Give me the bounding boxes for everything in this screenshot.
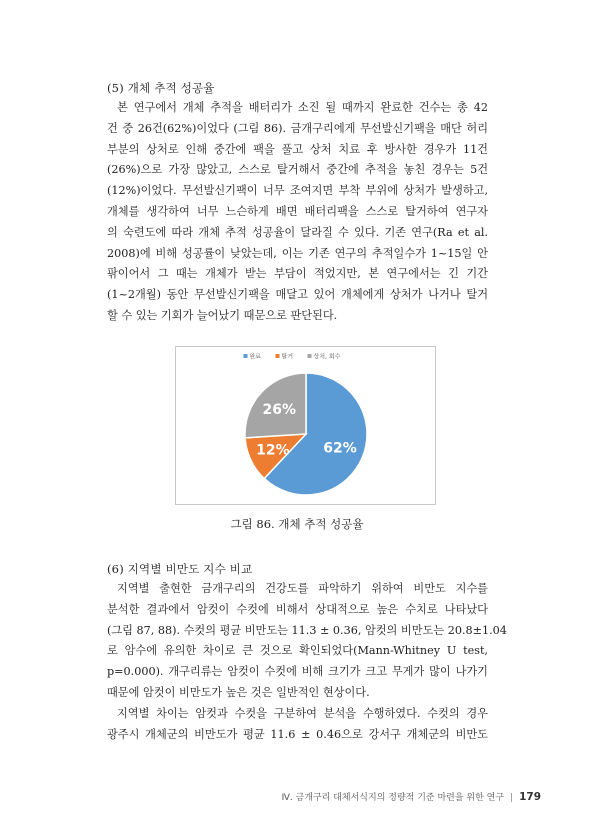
paragraph-line: 개체를 생각하여 너무 느슨하게 배면 배터리팩을 스스로 탈거하여 연구자 [107,204,488,218]
paragraph-line: (12%)이었다. 무선발신기팩이 너무 조여지면 부착 부위에 상처가 발생하고, [107,184,488,198]
pie-data-label: 12% [256,442,290,459]
paragraph-line: 때문에 암컷이 비만도가 높은 것은 일반적인 현상이다. [107,685,370,699]
figure-caption: 그림 86. 개체 추적 성공율 [230,517,364,531]
paragraph-line: 의 숙련도에 따라 개체 추적 성공율이 달라질 수 있다. 기존 연구(Ra et al. [107,225,488,239]
legend-item [308,353,341,361]
paragraph-line: (1~2개월) 동안 무선발신기팩을 매달고 있어 개체에게 상처가 나거나 탈거 [107,288,488,302]
legend-label: 완료 [249,353,262,361]
paragraph-line: 2008)에 비해 성공률이 낮았는데, 이는 기존 연구의 추적일수가 1~15일 안 [107,246,488,260]
paragraph-line: 광주시 개체군의 비만도가 평균 11.6 ± 0.46으로 강서구 개체군의 비만도 [107,727,488,741]
paragraph-line: 팎이어서 그 때는 개체가 받는 부담이 적었지만, 본 연구에서는 긴 기간 [107,267,488,281]
section6-paragraph-2 [107,704,488,746]
legend-swatch [308,354,312,358]
pie-data-label: 62% [323,440,357,457]
legend-label: 상처, 회수 [313,353,341,361]
page-footer [282,790,541,803]
legend-swatch [244,354,248,358]
paragraph-line: 지역별 출현한 금개구리의 건강도를 파악하기 위하여 비만도 지수를 [117,582,488,595]
paragraph-line: p=0.000). 개구리류는 암컷이 수컷에 비해 크기가 크고 무게가 많이 나가기 [107,665,488,679]
paragraph-line: 본 연구에서 개체 추적을 배터리가 소진 될 때까지 완료한 건수는 총 42 [117,101,488,114]
legend-label: 탈거 [281,353,294,361]
paragraph-line: 건 중 26건(62%)이었다 (그림 86). 금개구리에게 무선발신기팩을 매단 허리 [107,121,488,135]
footer-separator: | [510,793,514,803]
footer-chapter-title: Ⅳ. 금개구리 대체서식지의 정량적 기준 마련을 위한 연구 [281,793,505,803]
legend-item [276,353,294,361]
section6-heading: (6) 지역별 비만도 지수 비교 [107,562,253,576]
pie-data-label: 26% [262,401,297,418]
section5-heading: (5) 개체 추적 성공율 [107,81,215,95]
paragraph-line: 할 수 있는 기회가 늘어났기 때문으로 판단된다. [107,308,338,322]
paragraph-line: (26%)으로 가장 많았고, 스스로 탈거해서 중간에 추적을 놓친 경우는 5건 [107,163,488,177]
paragraph-line: 로 암수에 유의한 차이로 큰 것으로 확인되었다(Mann-Whitney U test, [107,644,488,658]
paragraph-line: 분석한 결과에서 암컷이 수컷에 비해서 상대적으로 높은 수치로 나타났다 [107,602,488,616]
paragraph-line: 지역별 차이는 암컷과 수컷을 구분하여 분석을 수행하였다. 수컷의 경우 [117,707,488,720]
legend-item [244,353,262,361]
pie-chart [176,347,435,504]
section6-paragraph-1 [107,579,507,704]
paragraph-line: 부분의 상처로 인해 중간에 팩을 풀고 상처 치료 후 방사한 경우가 11건 [107,142,488,156]
legend-swatch [276,354,280,358]
section5-paragraph [107,98,488,327]
page-number: 179 [519,791,541,803]
paragraph-line: (그림 87, 88). 수컷의 평균 비만도는 11.3 ± 0.36, 암컷의 비만도는 20.8±1.04 [107,623,507,637]
pie-chart-figure [175,346,436,505]
